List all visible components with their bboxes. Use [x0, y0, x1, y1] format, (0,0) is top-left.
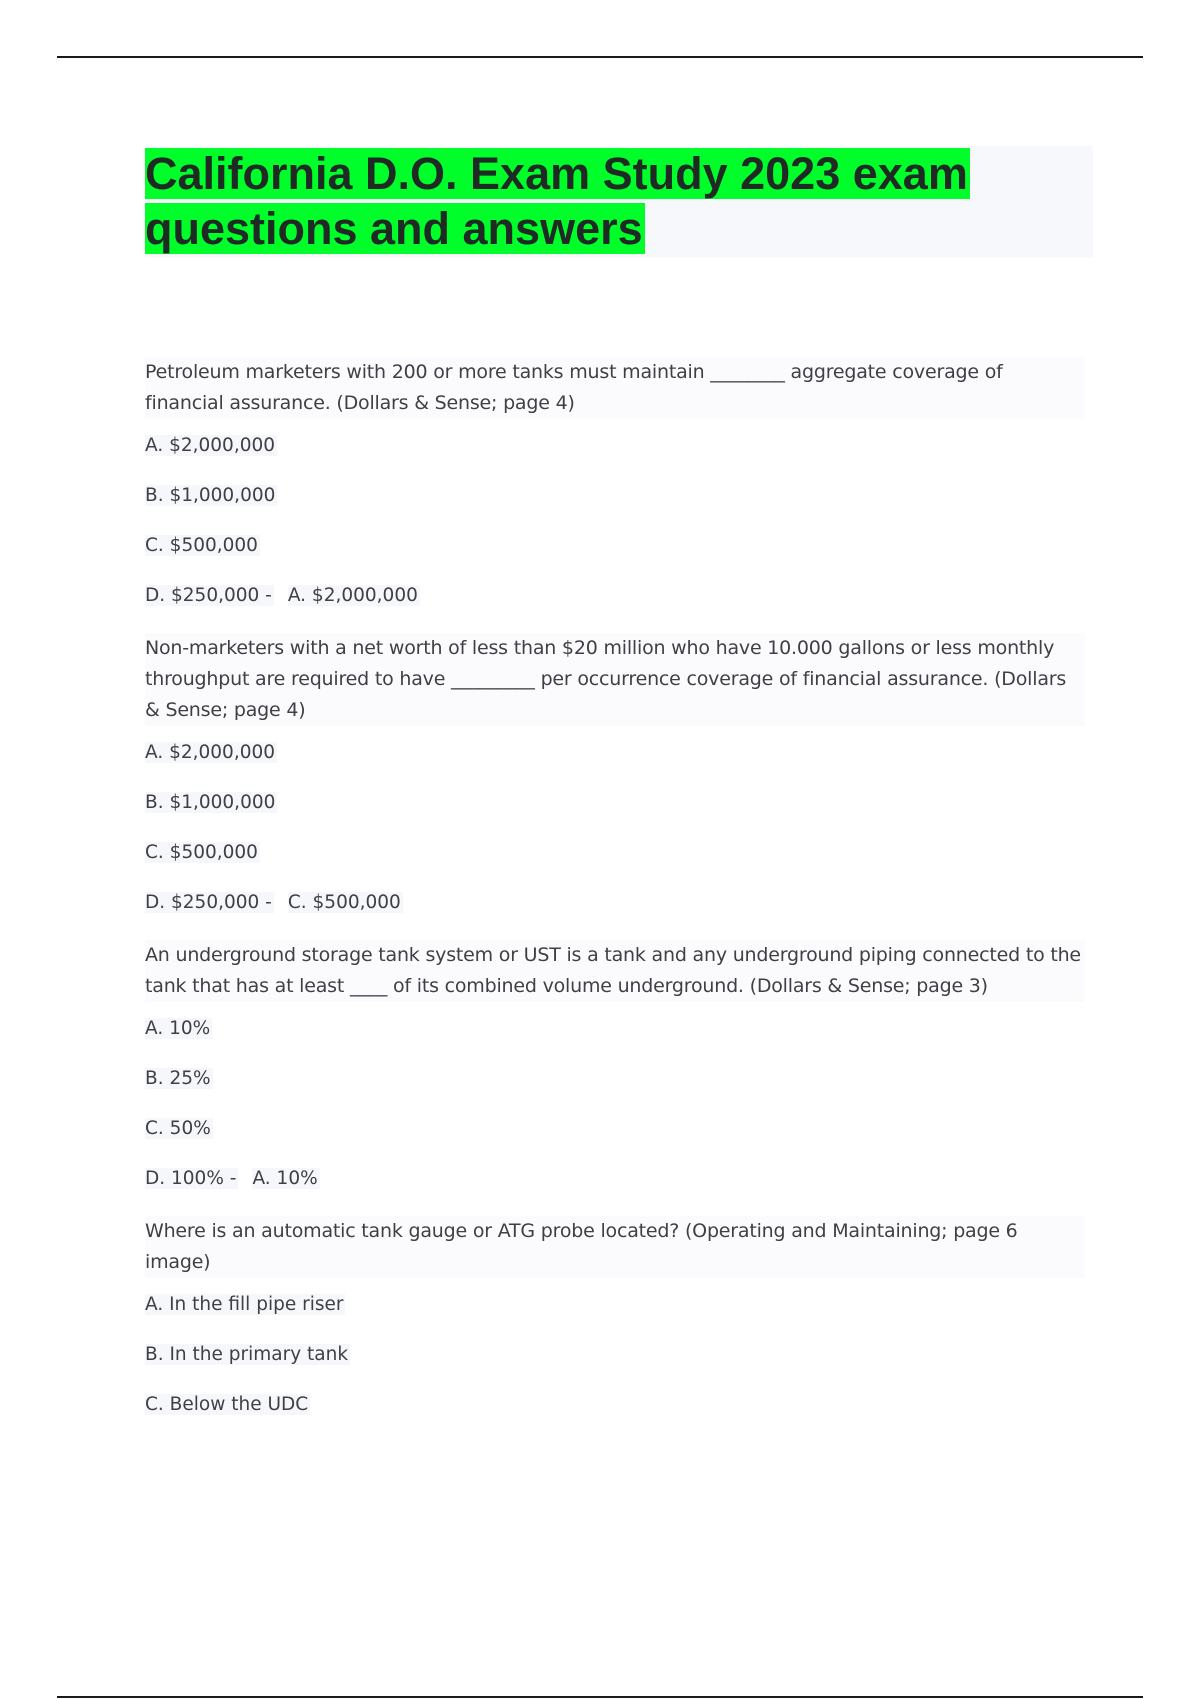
title-line-2: questions and answers: [145, 203, 643, 254]
document-title-block: [145, 146, 1093, 257]
option-a: A. $2,000,000: [145, 435, 276, 456]
question-text: An underground storage tank system or UST is a tank and any underground piping connected to the tank that has at least ____ of its combined volume underground. (Dollars & Sense; page 3): [145, 940, 1085, 1002]
answer-text: C. $500,000: [287, 892, 401, 913]
question-block-1: [145, 357, 1085, 608]
answer-text: A. $2,000,000: [287, 585, 418, 606]
question-list: [145, 357, 1085, 1442]
question-text: Where is an automatic tank gauge or ATG probe located? (Operating and Maintaining; page 6 image): [145, 1216, 1085, 1278]
option-c: C. $500,000: [145, 535, 258, 556]
option-c: C. Below the UDC: [145, 1394, 309, 1415]
option-d: D. 100% - A. 10%: [145, 1168, 318, 1189]
document-title: [145, 146, 1093, 256]
option-d: D. $250,000 - C. $500,000: [145, 892, 401, 913]
title-line-1: California D.O. Exam Study 2023 exam: [145, 148, 968, 199]
option-b: B. $1,000,000: [145, 485, 276, 506]
option-b: B. 25%: [145, 1068, 211, 1089]
question-text: Non-marketers with a net worth of less than $20 million who have 10.000 gallons or less monthly throughput are required to have _________ per occurrence coverage of financial assurance. (Dollars & Sense; page 4): [145, 633, 1085, 726]
option-c: C. 50%: [145, 1118, 211, 1139]
option-a: A. $2,000,000: [145, 742, 276, 763]
option-b: B. In the primary tank: [145, 1344, 349, 1365]
question-block-4: [145, 1216, 1085, 1417]
question-block-2: [145, 633, 1085, 915]
option-c: C. $500,000: [145, 842, 258, 863]
answer-text: A. 10%: [252, 1168, 318, 1189]
option-a: A. 10%: [145, 1018, 211, 1039]
top-rule: [57, 56, 1143, 58]
option-d: D. $250,000 - A. $2,000,000: [145, 585, 418, 606]
bottom-rule: [57, 1696, 1143, 1698]
option-a: A. In the fill pipe riser: [145, 1294, 344, 1315]
option-b: B. $1,000,000: [145, 792, 276, 813]
question-block-3: [145, 940, 1085, 1191]
question-text: Petroleum marketers with 200 or more tanks must maintain ________ aggregate coverage of financial assurance. (Dollars & Sense; page 4): [145, 357, 1085, 419]
